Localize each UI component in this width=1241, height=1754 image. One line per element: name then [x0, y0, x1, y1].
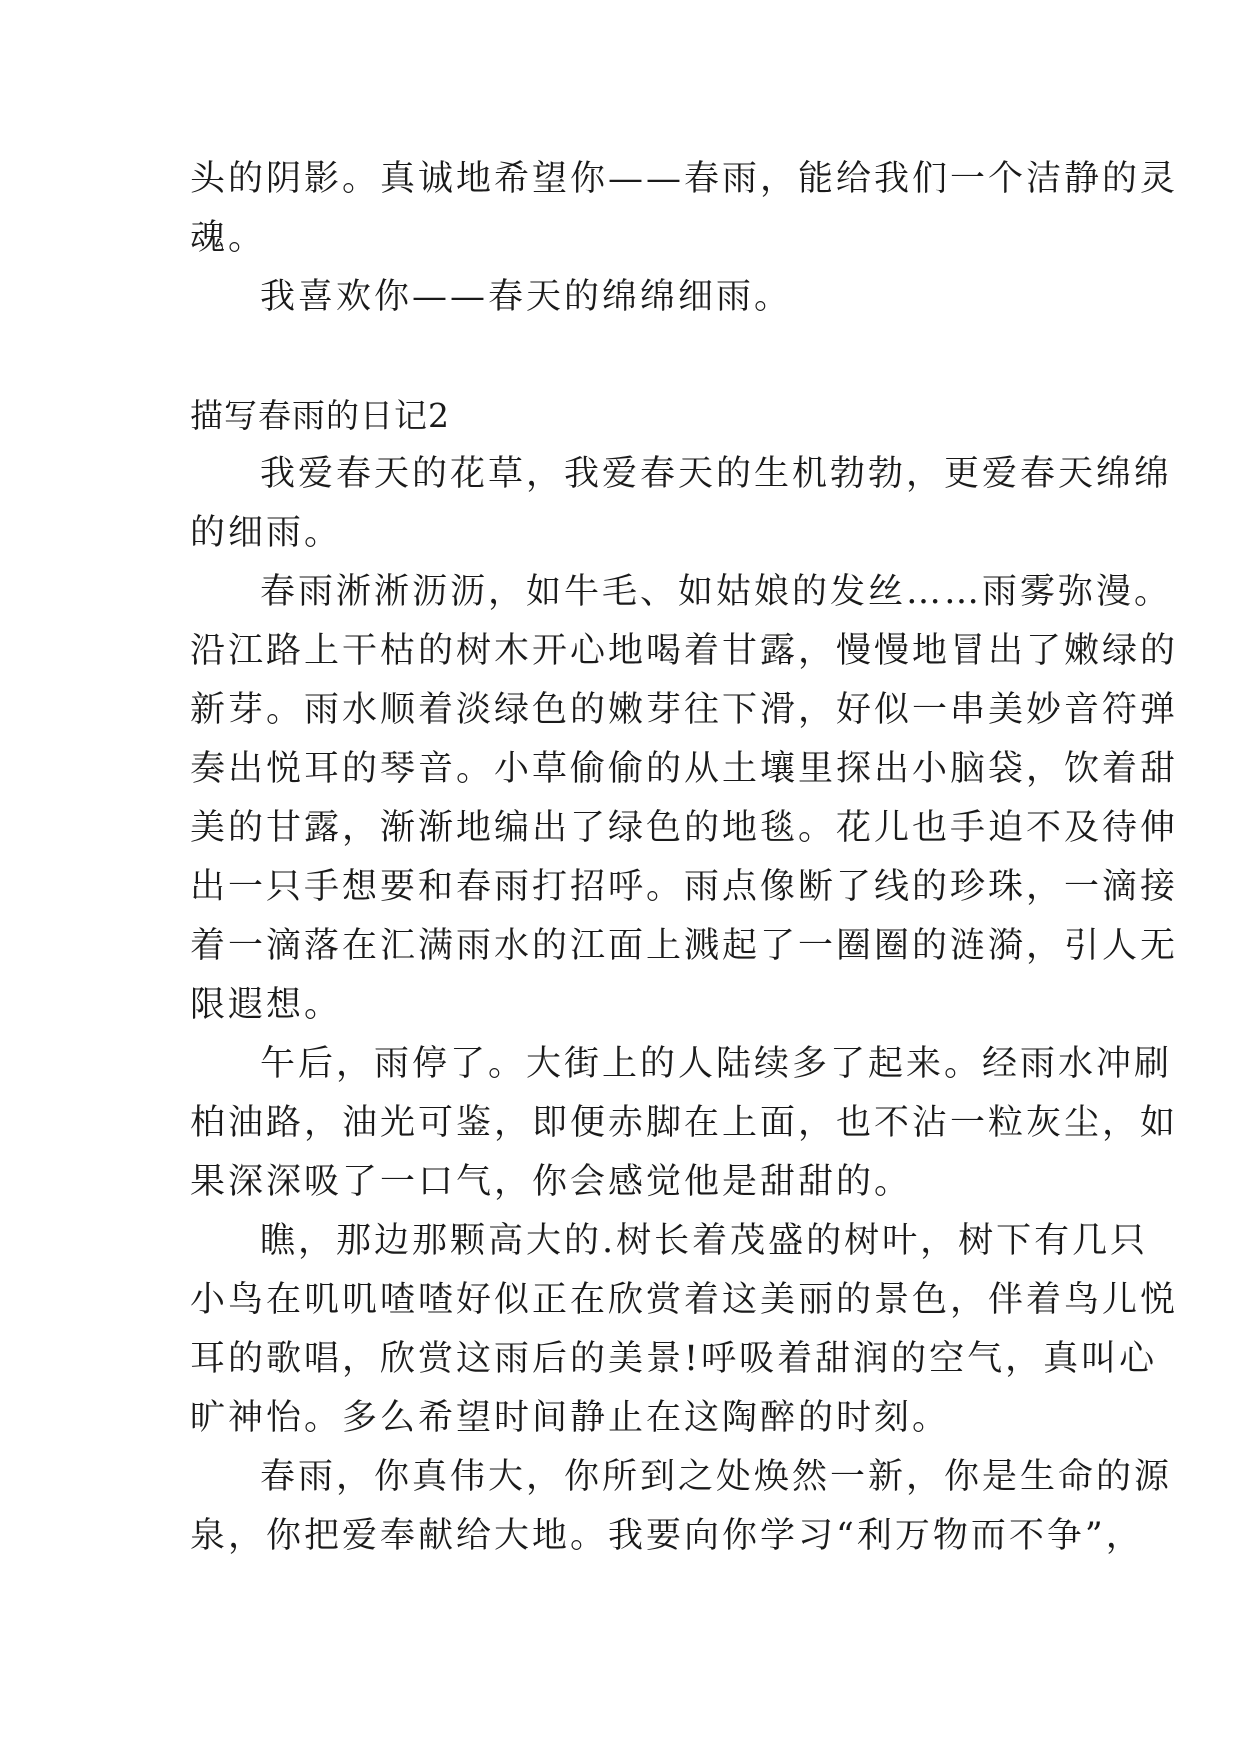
text-line: 春雨，你真伟大，你所到之处焕然一新，你是生命的源: [260, 1457, 1173, 1497]
text-line: 我喜欢你——春天的绵绵细雨。: [260, 277, 793, 317]
text-line: 沿江路上干枯的树木开心地喝着甘露，慢慢地冒出了嫩绿的: [190, 631, 1179, 671]
text-line: 出一只手想要和春雨打招呼。雨点像断了线的珍珠，一滴接: [190, 867, 1179, 907]
document-body: [190, 150, 1179, 1566]
section-heading: 描写春雨的日记2: [190, 396, 450, 435]
paragraph-continued: [190, 150, 1179, 268]
paragraph: [190, 1448, 1173, 1566]
paragraph: [190, 1212, 1179, 1448]
paragraph: [190, 563, 1179, 1035]
text-line: 耳的歌唱，欣赏这雨后的美景!呼吸着甜润的空气，真叫心: [190, 1339, 1158, 1379]
text-line: 柏油路，油光可鉴，即便赤脚在上面，也不沾一粒灰尘，如: [190, 1103, 1179, 1143]
blank-line: [190, 327, 1080, 386]
text-line: 春雨淅淅沥沥，如牛毛、如姑娘的发丝……雨雾弥漫。: [260, 572, 1173, 612]
text-line: 奏出悦耳的琴音。小草偷偷的从土壤里探出小脑袋，饮着甜: [190, 749, 1179, 789]
text-line: 限遐想。: [190, 985, 343, 1025]
text-line: 的细雨。: [190, 513, 343, 553]
paragraph: [190, 1035, 1179, 1212]
text-line: 我爱春天的花草，我爱春天的生机勃勃，更爱春天绵绵: [260, 454, 1173, 494]
text-line: 瞧，那边那颗高大的.树长着茂盛的树叶，树下有几只: [260, 1221, 1149, 1261]
paragraph: [190, 445, 1173, 563]
text-line: 泉，你把爱奉献给大地。我要向你学习“利万物而不争”，: [190, 1516, 1144, 1556]
paragraph: [190, 268, 1080, 327]
text-line: 新芽。雨水顺着淡绿色的嫩芽往下滑，好似一串美妙音符弹: [190, 690, 1179, 730]
text-line: 小鸟在叽叽喳喳好似正在欣赏着这美丽的景色，伴着鸟儿悦: [190, 1280, 1179, 1320]
text-line: 旷神怡。多么希望时间静止在这陶醉的时刻。: [190, 1398, 951, 1438]
text-line: 着一滴落在汇满雨水的江面上溅起了一圈圈的涟漪，引人无: [190, 926, 1179, 966]
text-line: 美的甘露，渐渐地编出了绿色的地毯。花儿也手迫不及待伸: [190, 808, 1179, 848]
text-line: 果深深吸了一口气，你会感觉他是甜甜的。: [190, 1162, 913, 1202]
text-line: 午后，雨停了。大街上的人陆续多了起来。经雨水冲刷: [260, 1044, 1173, 1084]
text-line: 头的阴影。真诚地希望你——春雨，能给我们一个洁静的灵: [190, 159, 1179, 199]
text-line: 魂。: [190, 218, 267, 258]
